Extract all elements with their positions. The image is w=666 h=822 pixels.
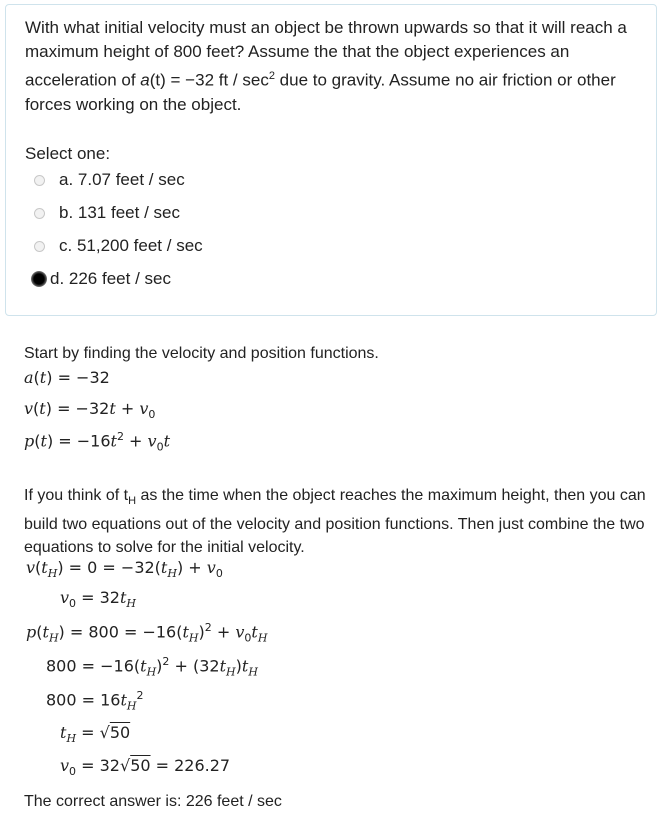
equation-position: $p(t) = -16t^2 + v_0t$ [24,430,171,454]
feedback-intro: Start by finding the velocity and position functions. [24,345,379,362]
equation-3: $p(t_H) = 800 = -16(t_H)^2 + v_0t_H$ [26,621,268,645]
correct-answer: The correct answer is: 226 feet / sec [24,793,282,810]
equation-acceleration: a(t) = −32 [24,368,110,387]
question-text: With what initial velocity must an object be thrown upwards so that it will reach a maximum height of 800 feet? Assume the that the object experiences an acceleration of a(t) = −32 ft / $\sec^2$ due to gravity. Assume no air friction or other forces working on the object. [25,18,627,114]
equation-2: $v_0 = 32t_H$ [60,588,137,611]
question-card [5,4,657,316]
option-label: d. 226 feet / sec [50,269,171,288]
radio-icon[interactable] [34,175,45,186]
equation-velocity: $v(t) = -32t + v_0$ [24,399,156,422]
option-label: b. 131 feet / sec [59,203,180,222]
radio-selected-icon[interactable] [31,271,47,287]
radio-icon[interactable] [34,208,45,219]
option-b[interactable] [34,201,180,225]
option-label: a. 7.07 feet / sec [59,170,185,189]
equation-6: $t_H = √50$ [60,723,131,746]
select-one-label: Select one: [25,144,111,163]
option-c[interactable] [34,234,203,258]
option-d[interactable] [34,267,171,291]
option-label: c. 51,200 feet / sec [59,236,203,255]
radio-icon[interactable] [34,241,45,252]
equation-7: $v_0 = 32√50 = 226.27$ [60,756,231,779]
option-a[interactable] [34,168,185,192]
equation-1: $v(t_H) = 0 = -32(t_H) + v_0$ [26,558,223,581]
equation-5: $800 = 16t_H^2$ [46,689,144,713]
equation-4: $800 = -16(t_H)^2 + (32t_H)t_H$ [46,655,258,679]
feedback-paragraph: If you think of $t_H$ as the time when the object reaches the maximum height, then you can build two equations out of the velocity and position functions. Then just combine the two equations to solve for the initial velocity. [24,487,646,557]
